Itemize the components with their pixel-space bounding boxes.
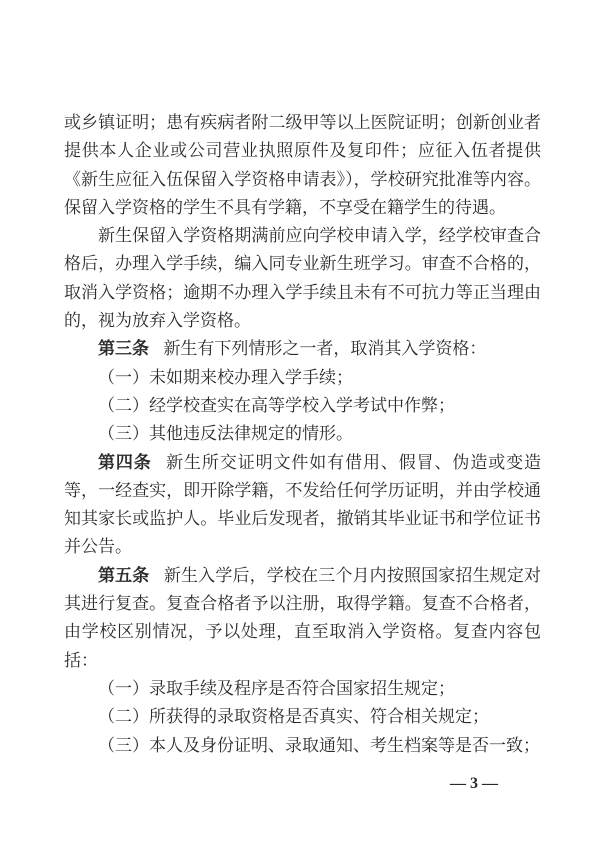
article-number: 第四条 — [98, 452, 152, 472]
list-item-paragraph — [64, 420, 541, 448]
paragraph-text: （一）未如期来校办理入学手续； — [98, 367, 353, 387]
paragraph-text: 新生有下列情形之一者，取消其入学资格： — [163, 339, 487, 359]
paragraph-text: 新生所交证明文件如有借用、假冒、伪造或变造等，一经查实，即开除学籍，不发给任何学历证明，并由学校通知其家长或监护人。毕业后发现者，撤销其毕业证书和学位证书并公告。 — [64, 452, 542, 557]
paragraph-text: （三）其他违反法律规定的情形。 — [98, 424, 353, 444]
list-item-paragraph — [64, 364, 541, 392]
article-paragraph-5 — [64, 562, 541, 675]
paragraph-text: （二）经学校查实在高等学校入学考试中作弊； — [98, 395, 455, 415]
body-paragraph — [64, 222, 541, 335]
document-body — [64, 109, 541, 760]
body-paragraph-continuation — [64, 109, 541, 222]
article-number: 第五条 — [98, 565, 150, 585]
paragraph-text: 新生保留入学资格期满前应向学校申请入学，经学校审查合格后，办理入学手续，编入同专业新生班学习。审查不合格的，取消入学资格；逾期不办理入学手续且未有不可抗力等正当理由的，视为放弃入学资格。 — [64, 226, 541, 331]
list-item-paragraph — [64, 675, 541, 703]
page-number: — 3 — — [450, 775, 498, 792]
paragraph-text: （二）所获得的录取资格是否真实、符合相关规定； — [98, 707, 489, 727]
article-number: 第三条 — [98, 339, 149, 359]
list-item-paragraph — [64, 732, 541, 760]
paragraph-text: 新生入学后，学校在三个月内按照国家招生规定对其进行复查。复查合格者予以注册，取得学籍。复查不合格者，由学校区别情况，予以处理，直至取消入学资格。复查内容包括： — [64, 565, 542, 670]
paragraph-text: （一）录取手续及程序是否符合国家招生规定； — [98, 678, 455, 698]
paragraph-text: （三）本人及身份证明、录取通知、考生档案等是否一致； — [98, 735, 540, 755]
list-item-paragraph — [64, 392, 541, 420]
article-paragraph-3 — [64, 335, 541, 363]
list-item-paragraph — [64, 703, 541, 731]
article-paragraph-4 — [64, 449, 541, 562]
paragraph-text: 或乡镇证明；患有疾病者附二级甲等以上医院证明；创新创业者提供本人企业或公司营业执照原件及复印件；应征入伍者提供《新生应征入伍保留入学资格申请表》），学校研究批准等内容。保留入学资格的学生不具有学籍，不享受在籍学生的待遇。 — [64, 113, 541, 217]
